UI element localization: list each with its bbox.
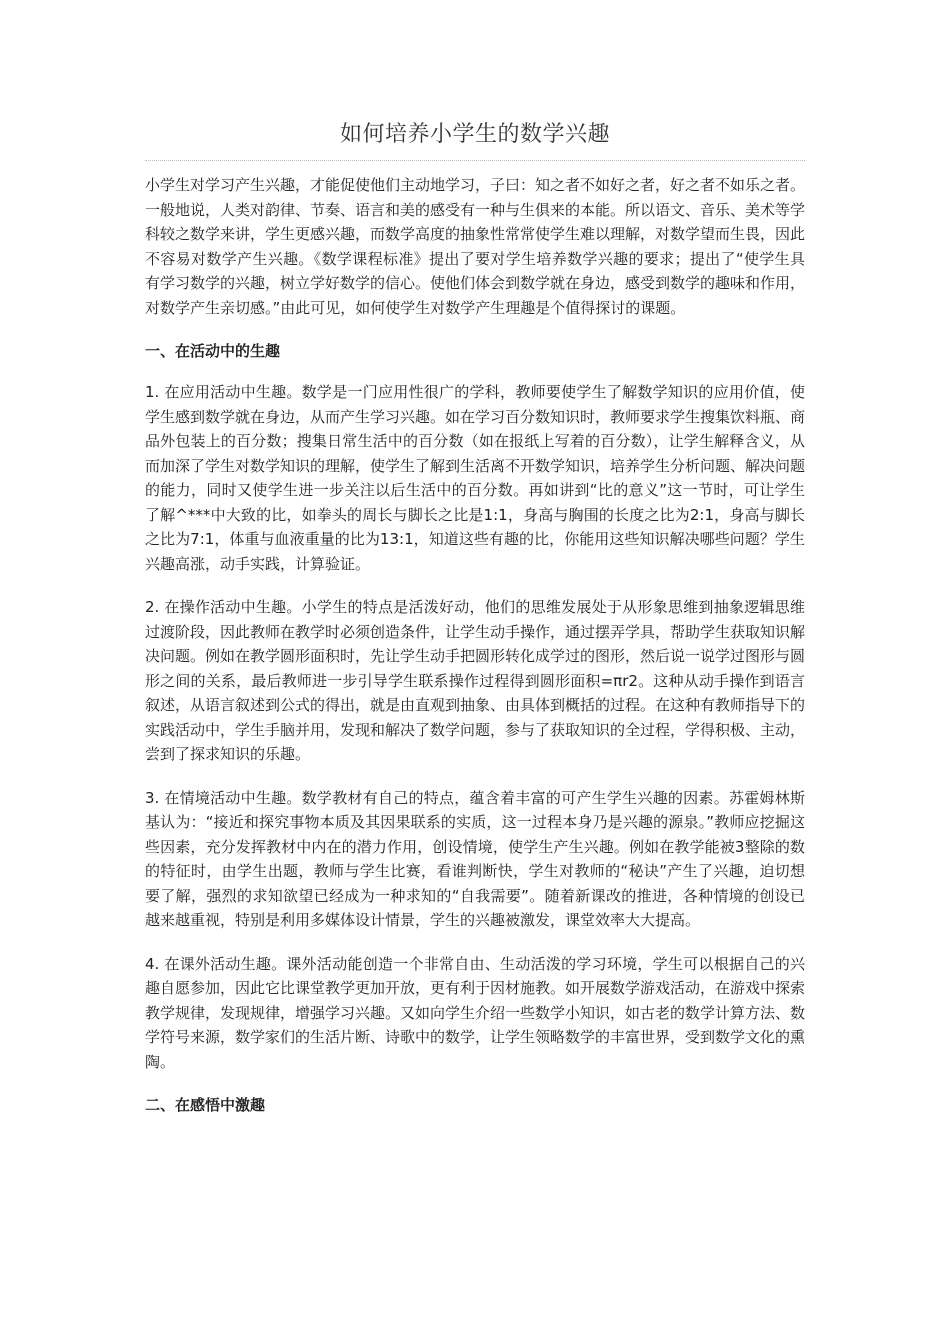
section1-item-3: 3. 在情境活动中生趣。数学教材有自己的特点，蕴含着丰富的可产生学生兴趣的因素。苏霍姆林斯基认为：“接近和探究事物本质及其因果联系的实质，这一过程本身乃是兴趣的源泉。”教师应挖掘这些因素，充分发挥教材中内在的潜力作用，创设情境，使学生产生兴趣。例如在教学能被3整除的数的特征时，由学生出题，教师与学生比赛，看谁判断快，学生对教师的“秘诀”产生了兴趣，迫切想要了解，强烈的求知欲望已经成为一种求知的“自我需要”。随着新课改的推进，各种情境的创设已越来越重视，特别是利用多媒体设计情景，学生的兴趣被激发，课堂效率大大提高。	[145, 788, 805, 929]
intro-paragraph: 小学生对学习产生兴趣，才能促使他们主动地学习，子曰：知之者不如好之者，好之者不如乐之者。一般地说，人类对韵律、节奏、语言和美的感受有一种与生俱来的本能。所以语文、音乐、美术等学科较之数学来讲，学生更感兴趣，而数学高度的抽象性常常使学生难以理解，对数学望而生畏，因此不容易对数学产生兴趣。《数学课程标准》提出了要对学生培养数学兴趣的要求；提出了“使学生具有学习数学的兴趣，树立学好数学的信心。使他们体会到数学就在身边，感受到数学的趣味和作用，对数学产生亲切感。”由此可见，如何使学生对数学产生理趣是个值得探讨的课题。	[145, 176, 806, 317]
section-heading-1: 一、在活动中的生趣	[145, 342, 281, 360]
section-heading-2: 二、在感悟中激趣	[145, 1096, 266, 1114]
section1-item-4: 4. 在课外活动生趣。课外活动能创造一个非常自由、生动活泼的学习环境，学生可以根据自己的兴趣自愿参加，因此它比课堂教学更加开放，更有利于因材施教。如开展数学游戏活动，在游戏中探索教学规律，发现规律，增强学习兴趣。又如向学生介绍一些数学小知识，如古老的数学计算方法、数学符号来源，数学家们的生活片断、诗歌中的数学，让学生领略数学的丰富世界，受到数学文化的熏陶。	[145, 954, 806, 1071]
document-title: 如何培养小学生的数学兴趣	[339, 122, 610, 147]
title-divider	[145, 160, 805, 161]
section1-item-1: 1. 在应用活动中生趣。数学是一门应用性很广的学科，教师要使学生了解数学知识的应用价值，使学生感到数学就在身边，从而产生学习兴趣。如在学习百分数知识时，教师要求学生搜集饮料瓶、商品外包装上的百分数；搜集日常生活中的百分数（如在报纸上写着的百分数），让学生解释含义，从而加深了学生对数学知识的理解，使学生了解到生活离不开数学知识，培养学生分析问题、解决问题的能力，同时又使学生进一步关注以后生活中的百分数。再如讲到“比的意义”这一节时，可让学生了解^***中大致的比，如拳头的周长与脚长之比是1:1，身高与胸围的长度之比为2:1，身高与脚长之比为7:1，体重与血液重量的比为13:1，知道这些有趣的比，你能用这些知识解决哪些问题？学生兴趣高涨，动手实践，计算验证。	[145, 383, 806, 573]
document-page	[145, 118, 805, 1117]
section1-item-2: 2. 在操作活动中生趣。小学生的特点是活泼好动，他们的思维发展处于从形象思维到抽象逻辑思维过渡阶段，因此教师在教学时必须创造条件，让学生动手操作，通过摆弄学具，帮助学生获取知识解决问题。例如在教学圆形面积时，先让学生动手把圆形转化成学过的图形，然后说一说学过图形与圆形之间的关系，最后教师进一步引导学生联系操作过程得到圆形面积=πr2。这种从动手操作到语言叙述，从语言叙述到公式的得出，就是由直观到抽象、由具体到概括的过程。在这种有教师指导下的实践活动中，学生手脑并用，发现和解决了数学问题，参与了获取知识的全过程，学得积极、主动，尝到了探求知识的乐趣。	[145, 598, 806, 763]
